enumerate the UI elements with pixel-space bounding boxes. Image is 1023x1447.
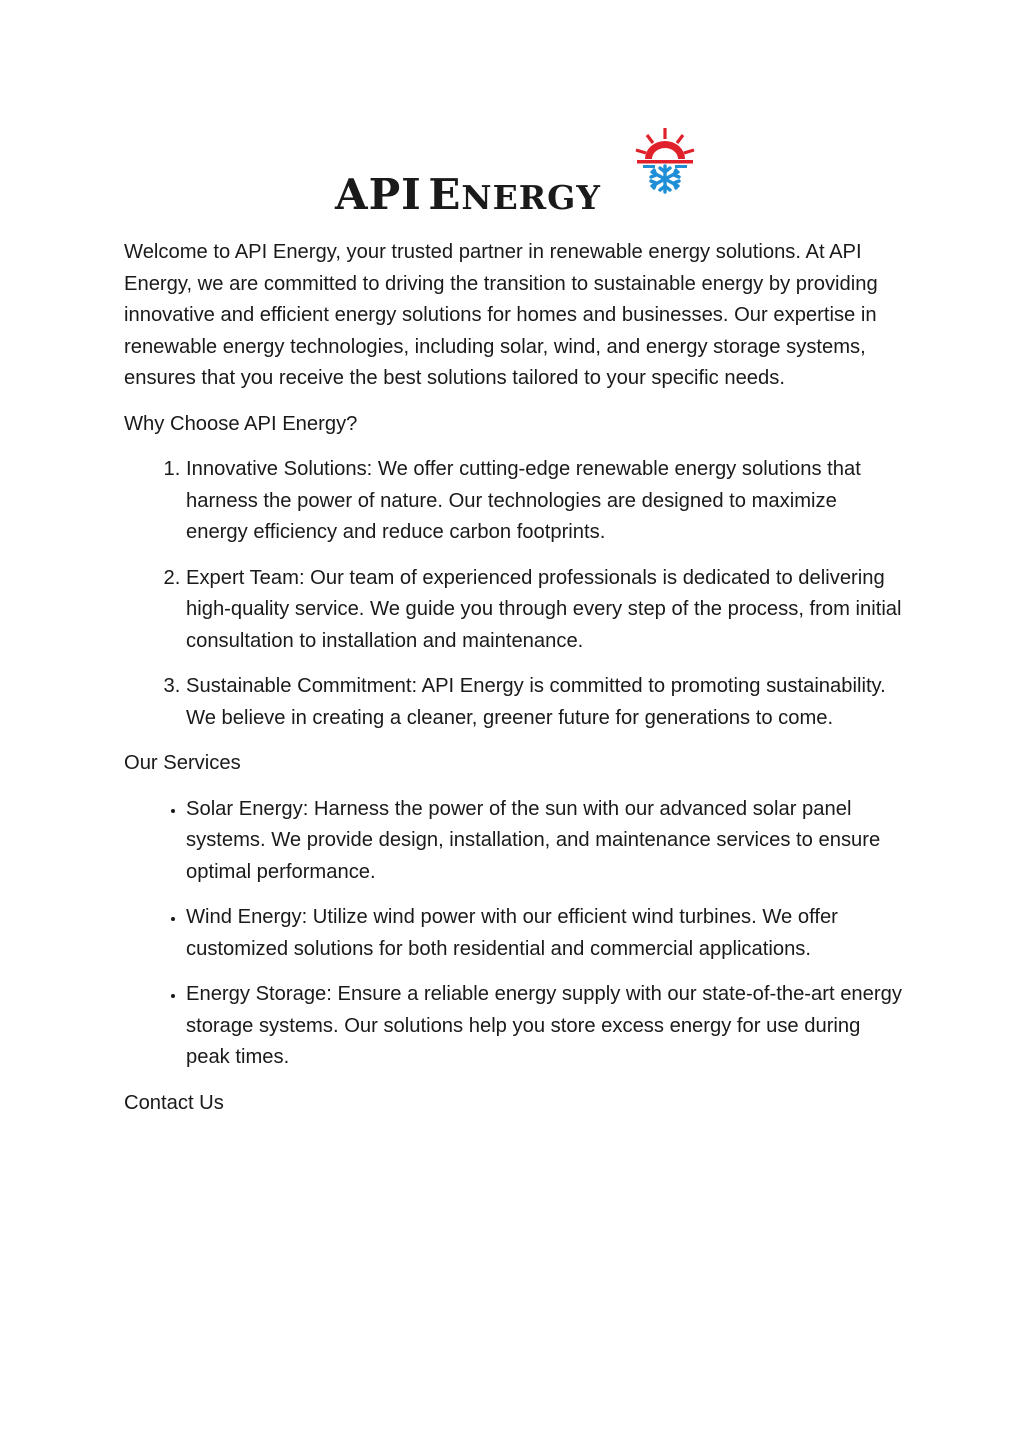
contact-heading: Contact Us [124, 1091, 224, 1114]
why-heading: Why Choose API Energy? [124, 412, 358, 435]
services-heading: Our Services [124, 752, 241, 774]
list-item: • Energy Storage: Ensure a reliable energy supply with our state-of-the-art energy storage systems. Our solutions help you store excess energy for use during peak times. [186, 979, 904, 1074]
services-list [124, 794, 904, 1074]
list-item: • Wind Energy: Utilize wind power with our efficient wind turbines. We offer customized solutions for both residential and commercial applications. [186, 902, 904, 965]
list-item: • Solar Energy: Harness the power of the sun with our advanced solar panel systems. We provide design, installation, and maintenance services to ensure optimal performance. [186, 794, 904, 889]
list-item: 2. Expert Team: Our team of experienced professionals is dedicated to delivering high-quality service. We guide you through every step of the process, from initial consultation to installation and maintenance. [186, 563, 904, 658]
document-body [124, 237, 904, 1133]
api-energy-logo [335, 126, 700, 224]
sun-snowflake-icon [633, 126, 697, 194]
intro-paragraph: Welcome to API Energy, your trusted partner in renewable energy solutions. At API Energy, we are committed to driving the transition to sustainable energy by providing innovative and efficient energy solutions for homes and businesses. Our expertise in renewable energy technologies, including solar, wind, and energy storage systems, ensures that you receive the best solutions tailored to your specific needs. [124, 241, 878, 389]
list-item: 3. Sustainable Commitment: API Energy is committed to promoting sustainability. We believe in creating a cleaner, greener future for generations to come. [186, 671, 904, 734]
why-list [124, 454, 904, 734]
logo-wordmark: API ENERGY [335, 170, 601, 219]
list-item: 1. Innovative Solutions: We offer cutting-edge renewable energy solutions that harness the power of nature. Our technologies are designed to maximize energy efficiency and reduce carbon footprints. [186, 454, 904, 549]
